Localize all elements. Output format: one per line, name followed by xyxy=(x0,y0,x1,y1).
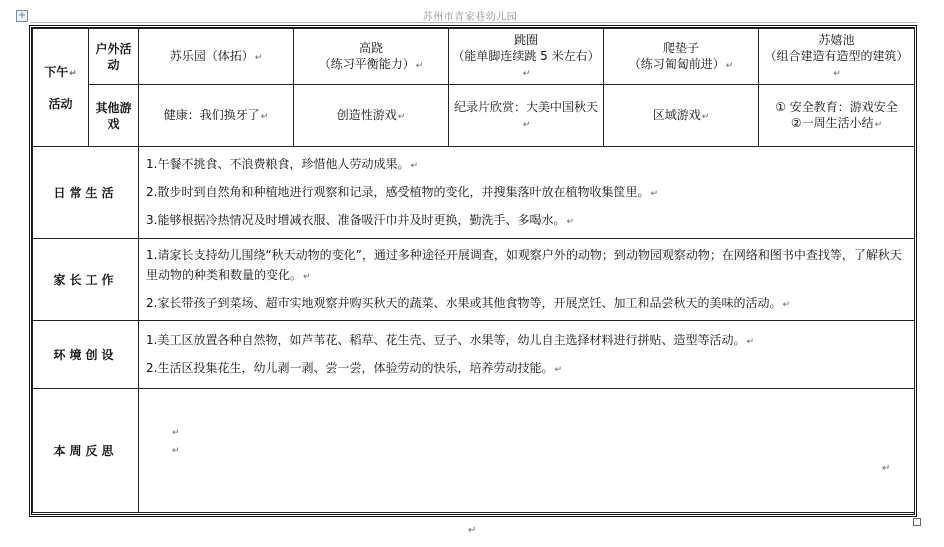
environment-label: 环境创设 xyxy=(53,347,118,362)
daily-life-content-cell[interactable] xyxy=(139,147,915,239)
afternoon-label-line2: 活动 xyxy=(48,96,73,111)
other-cell-4[interactable]: 区域游戏↵ xyxy=(604,85,759,147)
parent-work-content-cell[interactable] xyxy=(139,239,915,321)
other-cell-3[interactable]: 纪录片欣赏：大美中国秋天↵ xyxy=(449,85,604,147)
outdoor-cell-4[interactable]: 爬垫子 （练习匍匐前进）↵ xyxy=(604,29,759,85)
outdoor-cell-5[interactable]: 苏嬉池 （组合建造有造型的建筑）↵ xyxy=(759,29,915,85)
reflection-label-cell xyxy=(33,389,139,513)
environment-label-cell xyxy=(33,321,139,389)
weekly-plan-table xyxy=(32,28,915,513)
table-row-daily-life xyxy=(33,147,915,239)
parent-work-item: 1.请家长支持幼儿围绕“秋天动物的变化”，通过多种途径开展调查，如观察户外的动物；到动物园观察动物；在网络和图书中查找等，了解秋天里动物的种类和数量的变化。↵ xyxy=(146,247,902,282)
afternoon-label-cell: 下午↵ 活动 xyxy=(33,29,89,147)
table-row-other xyxy=(33,85,915,147)
daily-life-item: 1.午餐不挑食、不浪费粮食，珍惜他人劳动成果。↵ xyxy=(146,156,418,171)
other-label: 其他游戏 xyxy=(95,100,132,131)
table-row-reflection xyxy=(33,389,915,513)
other-label-cell xyxy=(89,85,139,147)
empty-paragraph-mark: ↵ xyxy=(172,446,180,456)
other-cell-5[interactable]: ① 安全教育：游戏安全 ②一周生活小结↵ xyxy=(759,85,915,147)
empty-paragraph-mark: ↵ xyxy=(172,428,180,438)
environment-content-cell[interactable] xyxy=(139,321,915,389)
table-row-environment xyxy=(33,321,915,389)
parent-work-label-cell xyxy=(33,239,139,321)
environment-item: 2.生活区投集花生，幼儿剥一剥、尝一尝，体验劳动的快乐，培养劳动技能。↵ xyxy=(146,360,562,375)
reflection-label: 本周反思 xyxy=(53,443,118,458)
afternoon-label-line1: 下午 xyxy=(44,64,69,79)
environment-item: 1.美工区放置各种自然物，如芦苇花、稻草、花生壳、豆子、水果等，幼儿自主选择材料进行拼贴、造型等活动。↵ xyxy=(146,332,755,347)
parent-work-label: 家长工作 xyxy=(53,272,118,287)
table-move-handle-icon[interactable]: + xyxy=(17,10,27,21)
outdoor-cell-3[interactable]: 跳圈 （能单脚连续跳 5 米左右）↵ xyxy=(449,29,604,85)
outdoor-cell-2[interactable]: 高跷 （练习平衡能力）↵ xyxy=(294,29,449,85)
outdoor-label-cell xyxy=(89,29,139,85)
parent-work-item: 2.家长带孩子到菜场、超市实地观察并购买秋天的蔬菜、水果或其他食物等，开展烹饪、加工和品尝秋天的美味的活动。↵ xyxy=(146,295,791,310)
outdoor-cell-1[interactable]: 苏乐园（体拓）↵ xyxy=(139,29,294,85)
other-cell-2[interactable]: 创造性游戏↵ xyxy=(294,85,449,147)
table-resize-handle-icon[interactable] xyxy=(913,518,921,526)
other-cell-1[interactable]: 健康：我们换牙了↵ xyxy=(139,85,294,147)
daily-life-label: 日常生活 xyxy=(53,185,118,200)
header-divider xyxy=(30,22,918,23)
table-row-parent-work xyxy=(33,239,915,321)
daily-life-label-cell xyxy=(33,147,139,239)
paragraph-mark-below-table: ↵ xyxy=(468,525,477,536)
daily-life-item: 3.能够根据冷热情况及时增减衣服、准备吸汗巾并及时更换，勤洗手、多喝水。↵ xyxy=(146,212,574,227)
reflection-content-cell[interactable] xyxy=(139,389,915,513)
cell-end-mark: ↵ xyxy=(882,463,891,474)
daily-life-item: 2.散步时到自然角和种植地进行观察和记录，感受植物的变化，并搜集落叶放在植物收集筐里。↵ xyxy=(146,184,658,199)
page-header: 苏州市青家巷幼儿园 xyxy=(422,12,518,23)
table-row-outdoor xyxy=(33,29,915,85)
outdoor-label: 户外活动 xyxy=(95,41,132,72)
